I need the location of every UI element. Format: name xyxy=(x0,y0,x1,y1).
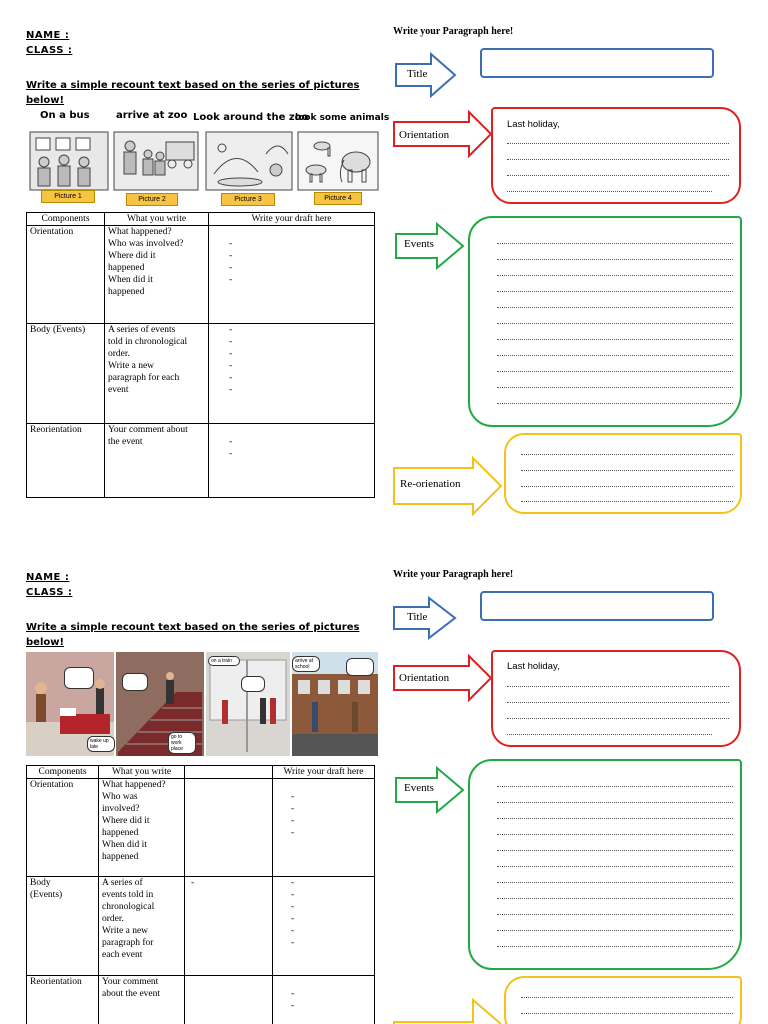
writing-line xyxy=(507,734,712,735)
what-line: Who was xyxy=(102,792,138,802)
what-line: chronological xyxy=(102,902,155,912)
table-row xyxy=(27,424,375,498)
orientation-label: Orientation xyxy=(399,129,450,141)
name-label: NAME : xyxy=(26,30,70,41)
writing-line xyxy=(497,387,733,388)
task-line-1: Write a simple recount text based on the series of pictures xyxy=(26,622,360,633)
events-box[interactable] xyxy=(468,759,742,970)
writing-line xyxy=(497,834,733,835)
component-cell: Body (Events) xyxy=(27,324,105,424)
what-line: Your comment about xyxy=(108,425,188,435)
write-paragraph-heading: Write your Paragraph here! xyxy=(393,569,514,580)
component-cell xyxy=(27,877,99,976)
what-line: happened xyxy=(108,263,145,273)
what-line: Who was involved? xyxy=(108,239,184,249)
what-line: told in chronological xyxy=(108,337,188,347)
draft-dash: - xyxy=(229,275,233,285)
draft-dash: - xyxy=(291,804,295,814)
draft-dash: - xyxy=(229,337,233,347)
draft-dash: - xyxy=(291,914,295,924)
component-cell: Reorientation xyxy=(27,424,105,498)
what-line: paragraph for xyxy=(102,938,154,948)
what-cell xyxy=(105,324,209,424)
what-line: the event xyxy=(108,437,143,447)
writing-line xyxy=(497,291,733,292)
what-line: event xyxy=(108,385,129,395)
caption-3: Look around the zoo xyxy=(193,112,309,123)
what-line: happened xyxy=(102,852,139,862)
title-label: Title xyxy=(407,611,428,623)
writing-line xyxy=(497,802,733,803)
draft-dash: - xyxy=(291,926,295,936)
writing-line xyxy=(497,850,733,851)
what-line: events told in xyxy=(102,890,154,900)
draft-dash: - xyxy=(291,989,295,999)
writing-line xyxy=(497,914,733,915)
speech-bubble xyxy=(241,676,265,692)
writing-line xyxy=(497,930,733,931)
draft-dash: - xyxy=(291,890,295,900)
what-cell xyxy=(105,424,209,498)
task-line-2: below! xyxy=(26,637,65,648)
component-line: (Events) xyxy=(30,890,63,900)
picture-1-label: Picture 1 xyxy=(41,190,95,203)
draft-dash: - xyxy=(229,239,233,249)
what-line: each event xyxy=(102,950,143,960)
what-line: happened xyxy=(102,828,139,838)
draft-dash: - xyxy=(291,878,295,888)
task-instruction xyxy=(26,620,359,650)
what-line: order. xyxy=(102,914,124,924)
caption-2: arrive at zoo xyxy=(116,110,188,121)
mid-cell[interactable] xyxy=(185,779,273,877)
what-line: Your comment xyxy=(102,977,159,987)
picture-2-label: Picture 2 xyxy=(126,193,178,206)
task-instruction xyxy=(26,78,359,108)
caption-4: look some animals xyxy=(295,113,390,123)
what-cell xyxy=(99,877,185,976)
what-cell xyxy=(99,976,185,1024)
table-header-row xyxy=(27,213,375,226)
draft-dash: - xyxy=(229,373,233,383)
component-cell xyxy=(27,779,99,877)
writing-line xyxy=(507,191,712,192)
speech-bubble: on a train xyxy=(208,656,240,666)
header-components: Components xyxy=(27,213,105,226)
table-row xyxy=(27,877,375,976)
what-line: Where did it xyxy=(108,251,156,261)
table-row xyxy=(27,324,375,424)
reorientation-arrow-icon xyxy=(393,998,503,1024)
header-what-you-write: What you write xyxy=(99,766,185,779)
orientation-starter: Last holiday, xyxy=(507,119,560,130)
task-line-2: below! xyxy=(26,95,65,106)
title-box[interactable] xyxy=(480,591,714,621)
what-line: about the event xyxy=(102,989,161,999)
reorientation-box[interactable] xyxy=(504,976,742,1024)
draft-dash: - xyxy=(291,816,295,826)
component-cell: Orientation xyxy=(27,226,105,324)
draft-cell[interactable] xyxy=(209,324,375,424)
writing-line xyxy=(497,371,733,372)
component-line: Orientation xyxy=(30,780,74,790)
writing-line xyxy=(497,323,733,324)
component-line: Reorientation xyxy=(30,977,82,987)
header-draft: Write your draft here xyxy=(209,213,375,226)
title-label: Title xyxy=(407,68,428,80)
draft-dash: - xyxy=(229,385,233,395)
what-line: order. xyxy=(108,349,130,359)
writing-line xyxy=(497,786,733,787)
table-header-row xyxy=(27,766,375,779)
table-row xyxy=(27,226,375,324)
events-label: Events xyxy=(404,238,434,250)
mid-cell[interactable] xyxy=(185,877,273,976)
draft-dash: - xyxy=(291,1001,295,1011)
what-line: happened xyxy=(108,287,145,297)
draft-cell[interactable] xyxy=(209,424,375,498)
mid-cell[interactable] xyxy=(185,976,273,1024)
draft-dash: - xyxy=(291,828,295,838)
what-line: A series of events xyxy=(108,325,176,335)
writing-line xyxy=(521,454,733,455)
what-line: When did it xyxy=(102,840,147,850)
writing-line xyxy=(497,898,733,899)
writing-line xyxy=(497,355,733,356)
header-components: Components xyxy=(27,766,99,779)
writing-line xyxy=(521,486,733,487)
header-what-you-write: What you write xyxy=(105,213,209,226)
draft-dash: - xyxy=(291,902,295,912)
writing-line xyxy=(497,307,733,308)
speech-bubble: wake up late xyxy=(87,736,115,752)
component-cell xyxy=(27,976,99,1024)
speech-bubble xyxy=(346,658,374,676)
speech-bubble xyxy=(122,673,148,691)
task-line-1: Write a simple recount text based on the series of pictures xyxy=(26,80,360,91)
header-blank xyxy=(185,766,273,779)
components-table xyxy=(26,212,375,498)
what-line: When did it xyxy=(108,275,153,285)
what-line: Write a new xyxy=(108,361,155,371)
speech-bubble: arrive at school xyxy=(292,656,320,672)
writing-line xyxy=(497,275,733,276)
writing-line xyxy=(497,882,733,883)
name-label: NAME : xyxy=(26,572,70,583)
what-line: Write a new xyxy=(102,926,149,936)
draft-dash: - xyxy=(291,792,295,802)
what-line: A series of xyxy=(102,878,143,888)
draft-cell[interactable] xyxy=(273,877,375,976)
writing-line xyxy=(507,718,729,719)
writing-line xyxy=(507,702,729,703)
orientation-label: Orientation xyxy=(399,672,450,684)
what-line: What happened? xyxy=(102,780,166,790)
draft-dash: - xyxy=(229,251,233,261)
speech-bubble: go to work place xyxy=(168,732,196,754)
writing-line xyxy=(497,403,733,404)
components-table xyxy=(26,765,375,1024)
title-box[interactable] xyxy=(480,48,714,78)
draft-cell[interactable] xyxy=(209,226,375,324)
writing-line xyxy=(497,243,733,244)
writing-line xyxy=(507,159,729,160)
picture-4-label: Picture 4 xyxy=(314,192,362,205)
draft-dash: - xyxy=(229,349,233,359)
writing-line xyxy=(521,501,733,502)
draft-dash: - xyxy=(229,449,233,459)
write-paragraph-heading: Write your Paragraph here! xyxy=(393,26,514,37)
writing-line xyxy=(497,259,733,260)
table-row xyxy=(27,779,375,877)
picture-3-label: Picture 3 xyxy=(221,193,275,206)
orientation-starter: Last holiday, xyxy=(507,661,560,672)
what-line: What happened? xyxy=(108,227,172,237)
class-label: CLASS : xyxy=(26,45,73,56)
writing-line xyxy=(507,686,729,687)
draft-dash: - xyxy=(229,263,233,273)
writing-line xyxy=(521,997,733,998)
draft-cell[interactable] xyxy=(273,976,375,1024)
writing-line xyxy=(497,946,733,947)
writing-line xyxy=(497,866,733,867)
draft-dash: - xyxy=(291,938,295,948)
draft-dash: - xyxy=(229,361,233,371)
what-cell xyxy=(105,226,209,324)
writing-line xyxy=(521,470,733,471)
caption-1: On a bus xyxy=(40,110,90,121)
component-line: Body xyxy=(30,878,51,888)
draft-cell[interactable] xyxy=(273,779,375,877)
reorientation-label: Re-orienation xyxy=(400,478,461,490)
draft-dash: - xyxy=(229,437,233,447)
header-draft: Write your draft here xyxy=(273,766,375,779)
what-line: Where did it xyxy=(102,816,150,826)
draft-dash: - xyxy=(229,325,233,335)
writing-line xyxy=(507,143,729,144)
what-cell xyxy=(99,779,185,877)
writing-line xyxy=(507,175,729,176)
writing-line xyxy=(521,1013,733,1014)
what-line: paragraph for each xyxy=(108,373,180,383)
events-label: Events xyxy=(404,782,434,794)
class-label: CLASS : xyxy=(26,587,73,598)
writing-line xyxy=(497,339,733,340)
draft-dash: - xyxy=(191,878,195,888)
writing-line xyxy=(497,818,733,819)
what-line: involved? xyxy=(102,804,140,814)
speech-bubble xyxy=(64,667,94,689)
events-box[interactable] xyxy=(468,216,742,427)
table-row xyxy=(27,976,375,1024)
